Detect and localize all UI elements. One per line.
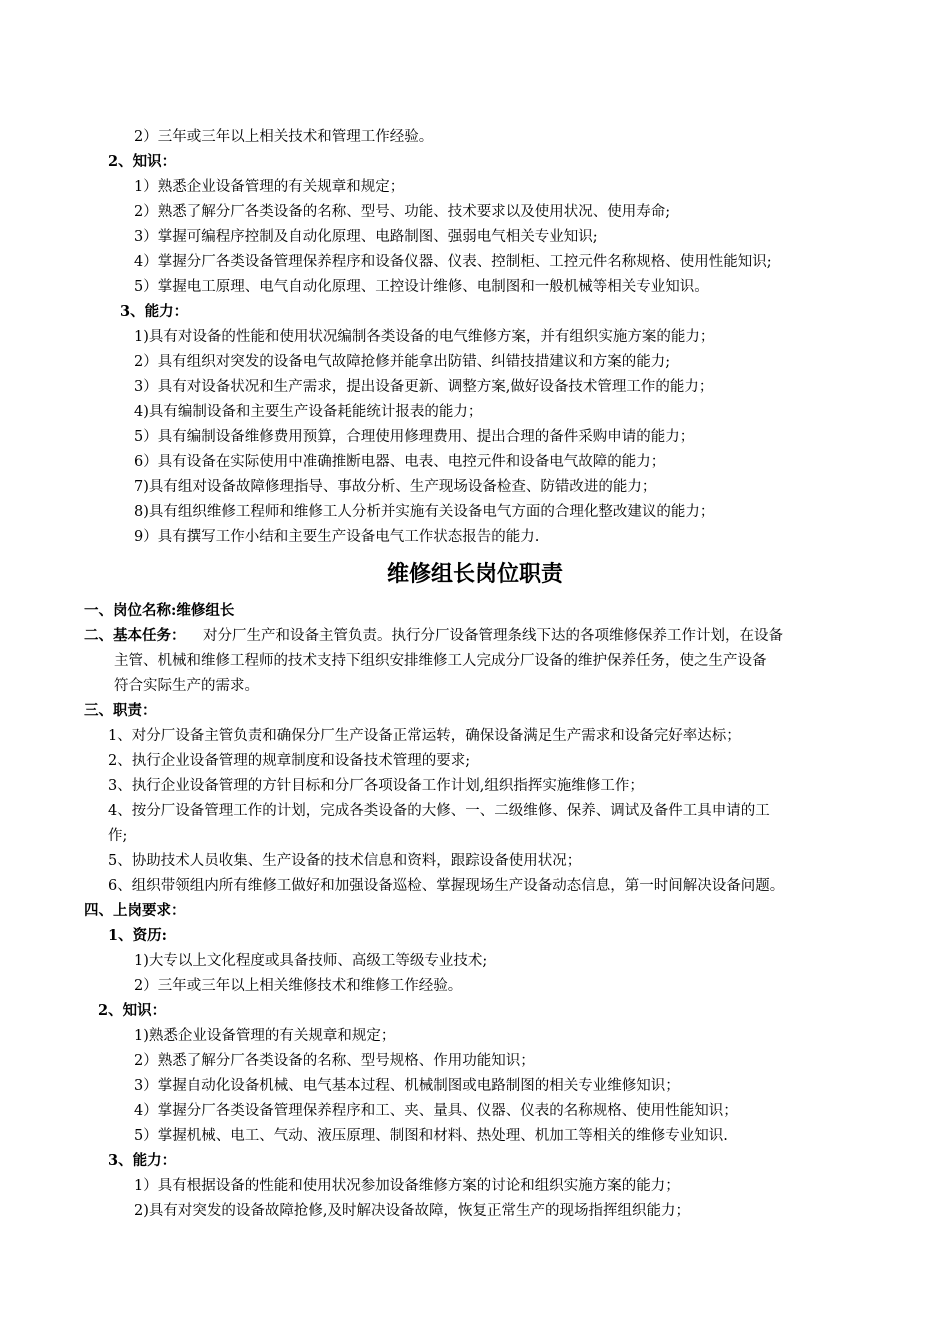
position-line: 一、岗位名称:维修组长	[84, 602, 235, 619]
task-text-line: 符合实际生产的需求。	[114, 678, 259, 694]
task-text-line: 主管、机械和维修工程师的技术支持下组织安排维修工人完成分厂设备的维护保养任务，使之生产设备	[114, 653, 767, 669]
duties-heading: 三、职责：	[84, 702, 157, 719]
qualification-heading: 1、资历:	[108, 927, 167, 944]
duty-item: 5、协助技术人员收集、生产设备的技术信息和资料，跟踪设备使用状况；	[108, 853, 582, 869]
ability-item: 1）具有根据设备的性能和使用状况参加设备维修方案的讨论和组织实施方案的能力；	[134, 1178, 680, 1194]
qualification-item: 2）三年或三年以上相关维修技术和维修工作经验。	[134, 978, 463, 994]
ability-item: 6）具有设备在实际使用中准确推断电器、电表、电控元件和设备电气故障的能力；	[134, 454, 666, 470]
knowledge-item: 4）掌握分厂各类设备管理保养程序和工、夹、量具、仪器、仪表的名称规格、使用性能知识；	[134, 1103, 738, 1119]
knowledge-item: 5）掌握机械、电工、气动、液压原理、制图和材料、热处理、机加工等相关的维修专业知识.	[134, 1128, 728, 1144]
ability-item: 1)具有对设备的性能和使用状况编制各类设备的电气维修方案，并有组织实施方案的能力；	[134, 329, 715, 345]
ability-item: 5）具有编制设备维修费用预算，合理使用修理费用、提出合理的备件采购申请的能力；	[134, 429, 695, 445]
knowledge-item: 4）掌握分厂各类设备管理保养程序和设备仪器、仪表、控制柜、工控元件名称规格、使用性能知识;	[134, 254, 772, 270]
section-title: 维修组长岗位职责	[386, 562, 563, 587]
knowledge-item: 1）熟悉企业设备管理的有关规章和规定；	[134, 179, 405, 195]
duty-item: 6、组织带领组内所有维修工做好和加强设备巡检、掌握现场生产设备动态信息，第一时间解决设备问题。	[108, 878, 785, 894]
requirements-heading: 四、上岗要求：	[84, 902, 186, 919]
qualification-item: 1)大专以上文化程度或具备技师、高级工等级专业技术;	[134, 953, 488, 969]
ability-item: 3）具有对设备状况和生产需求，提出设备更新、调整方案,做好设备技术管理工作的能力；	[134, 379, 714, 395]
ability-item: 9）具有撰写工作小结和主要生产设备电气工作状态报告的能力.	[134, 529, 540, 545]
knowledge-item: 3）掌握自动化设备机械、电气基本过程、机械制图或电路制图的相关专业维修知识；	[134, 1078, 680, 1094]
qual-item-2: 2）三年或三年以上相关技术和管理工作经验。	[134, 129, 434, 145]
knowledge-heading: 2、知识：	[108, 153, 177, 170]
ability-item: 2)具有对突发的设备故障抢修,及时解决设备故障，恢复正常生产的现场指挥组织能力；	[134, 1203, 690, 1219]
ability-item: 8)具有组织维修工程师和维修工人分析并实施有关设备电气方面的合理化整改建议的能力；	[134, 504, 715, 520]
knowledge-item: 2）熟悉了解分厂各类设备的名称、型号规格、作用功能知识；	[134, 1053, 535, 1069]
duty-item: 4、按分厂设备管理工作的计划，完成各类设备的大修、一、二级维修、保养、调试及备件工具申请的工	[108, 803, 770, 819]
duty-item: 3、执行企业设备管理的方针目标和分厂各项设备工作计划,组织指挥实施维修工作；	[108, 778, 644, 794]
knowledge-item: 3）掌握可编程序控制及自动化原理、电路制图、强弱电气相关专业知识;	[134, 229, 598, 245]
duty-item: 1、对分厂设备主管负责和确保分厂生产设备正常运转，确保设备满足生产需求和设备完好率达标；	[108, 728, 741, 744]
duty-item-continued: 作;	[108, 828, 128, 844]
knowledge-heading: 2、知识：	[98, 1002, 167, 1019]
knowledge-item: 2）熟悉了解分厂各类设备的名称、型号、功能、技术要求以及使用状况、使用寿命;	[134, 204, 671, 220]
task-text-line: 对分厂生产和设备主管负责。执行分厂设备管理条线下达的各项维修保养工作计划，在设备	[203, 628, 783, 644]
knowledge-item: 5）掌握电工原理、电气自动化原理、工控设计维修、电制图和一般机械等相关专业知识。	[134, 279, 709, 295]
knowledge-item: 1)熟悉企业设备管理的有关规章和规定；	[134, 1028, 396, 1044]
ability-item: 4)具有编制设备和主要生产设备耗能统计报表的能力；	[134, 404, 483, 420]
ability-heading: 3、能力：	[108, 1152, 177, 1169]
duty-item: 2、执行企业设备管理的规章制度和设备技术管理的要求;	[108, 753, 471, 769]
ability-item: 2）具有组织对突发的设备电气故障抢修并能拿出防错、纠错技措建议和方案的能力;	[134, 354, 671, 370]
ability-item: 7)具有组对设备故障修理指导、事故分析、生产现场设备检查、防错改进的能力；	[134, 479, 657, 495]
ability-heading: 3、能力：	[120, 303, 189, 320]
task-label: 二、基本任务：	[84, 627, 186, 644]
